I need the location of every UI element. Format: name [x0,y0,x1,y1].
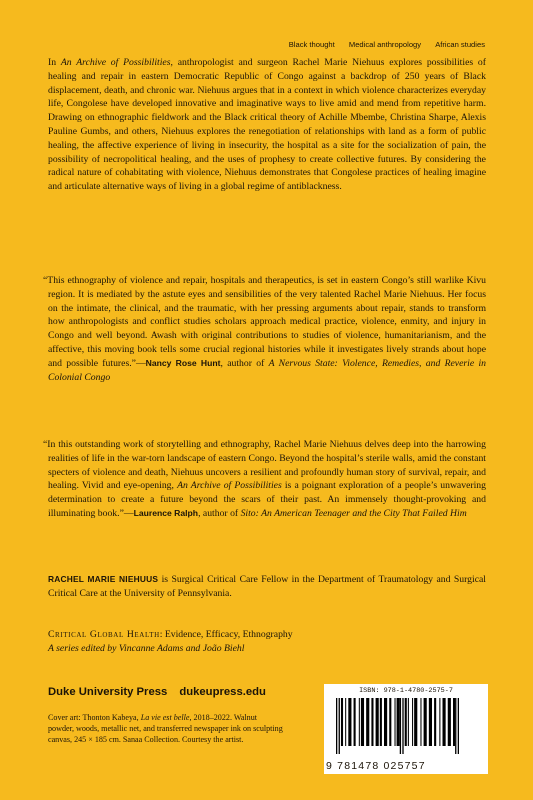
subject-categories [277,40,485,49]
endorser-role: , author of [220,357,269,369]
barcode [324,684,488,774]
category-label: Black thought [288,40,335,49]
endorser-name: Laurence Ralph [133,507,199,518]
barcode-digits: 9 781478 025757 [326,760,426,772]
endorser-name: Nancy Rose Hunt [145,357,221,368]
quote-dash: — [123,507,134,519]
barcode-bars [334,698,480,754]
category-label: Medical anthropology [348,40,422,49]
publisher [48,686,266,698]
quote-text: “In this outstanding work of storytelling and ethnography, Rachel Marie Niehuus delves deep into the harrowing realities of life in the war-torn landscape of eastern Congo. Beyond the hospital’s sterile walls, amid the constant specters of violence and death, Niehuus uncovers a resilient and profoundly human story of survival, repair, and healing. Vivid and eye-opening, [43,439,486,492]
endorsement-ralph [43,438,486,521]
book-title: An Archive of Possibilities [60,57,171,68]
endorser-role: , author of [198,507,241,519]
credit-post: , 2018–2022. Walnut powder, woods, metallic net, and transferred newspaper ink on sculpting canvas, 245 × 185 cm. Sanaa Collection. Courtesy the artist. [48,713,283,745]
series-name: Critical Global Health [48,629,160,640]
book-description [48,56,486,194]
artwork-title: La vie est belle [140,713,190,722]
author-bio-text: is Surgical Critical Care Fellow in the Department of Traumatology and Surgical Critical Care at the University of Pennsylvania. [48,574,486,599]
book-title: An Archive of Possibilities [177,480,282,492]
endorser-book: Sito: An American Teenager and the City That Failed Him [240,507,467,519]
series-editors: A series edited by Vincanne Adams and João Biehl [48,642,245,654]
series-info [48,628,486,656]
publisher-url: dukeupress.edu [179,686,266,698]
author-bio [48,573,486,601]
quote-text: is a poignant exploration of a people’s unwavering determination to create a future beyond the scars of their past. An immensely thought-provoking and illuminating book.” [48,480,486,519]
endorsement-hunt [43,274,486,384]
author-name: RACHEL MARIE NIEHUUS [48,574,159,584]
series-subtitle: : Evidence, Efficacy, Ethnography [159,629,293,640]
quote-text: “This ethnography of violence and repair, hospitals and therapeutics, is set in eastern Congo’s still warlike Kivu region. It is mediated by the astute eyes and sensibilities of the very talented Rachel Marie Niehuus. Her focus on the intimate, the clinical, and the traumatic, with her pressing arguments about repair, stands to transform how anthropologists and conflict studies scholars approach medical practice, violence, enmity, and injury in Congo and well beyond. Awash with original contributions to studies of violence, humanitarianism, and the affective, this moving book tells some crucial regional histories while it investigates lively strands about hope and possible futures.” [43,275,486,369]
publisher-name: Duke University Press [48,686,168,698]
credit-pre: Cover art: Thonton Kabeya, [48,713,141,722]
isbn-label: ISBN: 978-1-4780-2575-7 [359,687,453,695]
description-body: , anthropologist and surgeon Rachel Marie Niehuus explores possibilities of healing and repair in eastern Democratic Republic of Congo against a backdrop of 250 years of Black displacement, death, and chronic war. Niehuus argues that in a context in which violence characterizes everyday life, Congolese have developed innovative and imaginative ways to live amid and mend from repetitive harm. Drawing on ethnographic fieldwork and the Black critical theory of Achille Mbembe, Christina Sharpe, Alexis Pauline Gumbs, and others, Niehuus explores the renegotiation of relationships with land as a form of public healing, the affective experience of living in insecurity, the hospital as a site for the socialization of pain, the possibility of necropolitical healing, and the uses of prophesy to create collective futures. By considering the radical nature of cohabitating with violence, Niehuus demonstrates that Congolese practices of healing imagine and articulate alternative ways of living in a global regime of antiblackness. [48,57,486,193]
cover-credit [48,712,283,746]
category-label: African studies [435,40,485,49]
endorser-book: A Nervous State: Violence, Remedies, and Reverie in Colonial Congo [48,357,486,383]
quote-dash: — [135,357,146,369]
description-pre: In [48,57,61,68]
